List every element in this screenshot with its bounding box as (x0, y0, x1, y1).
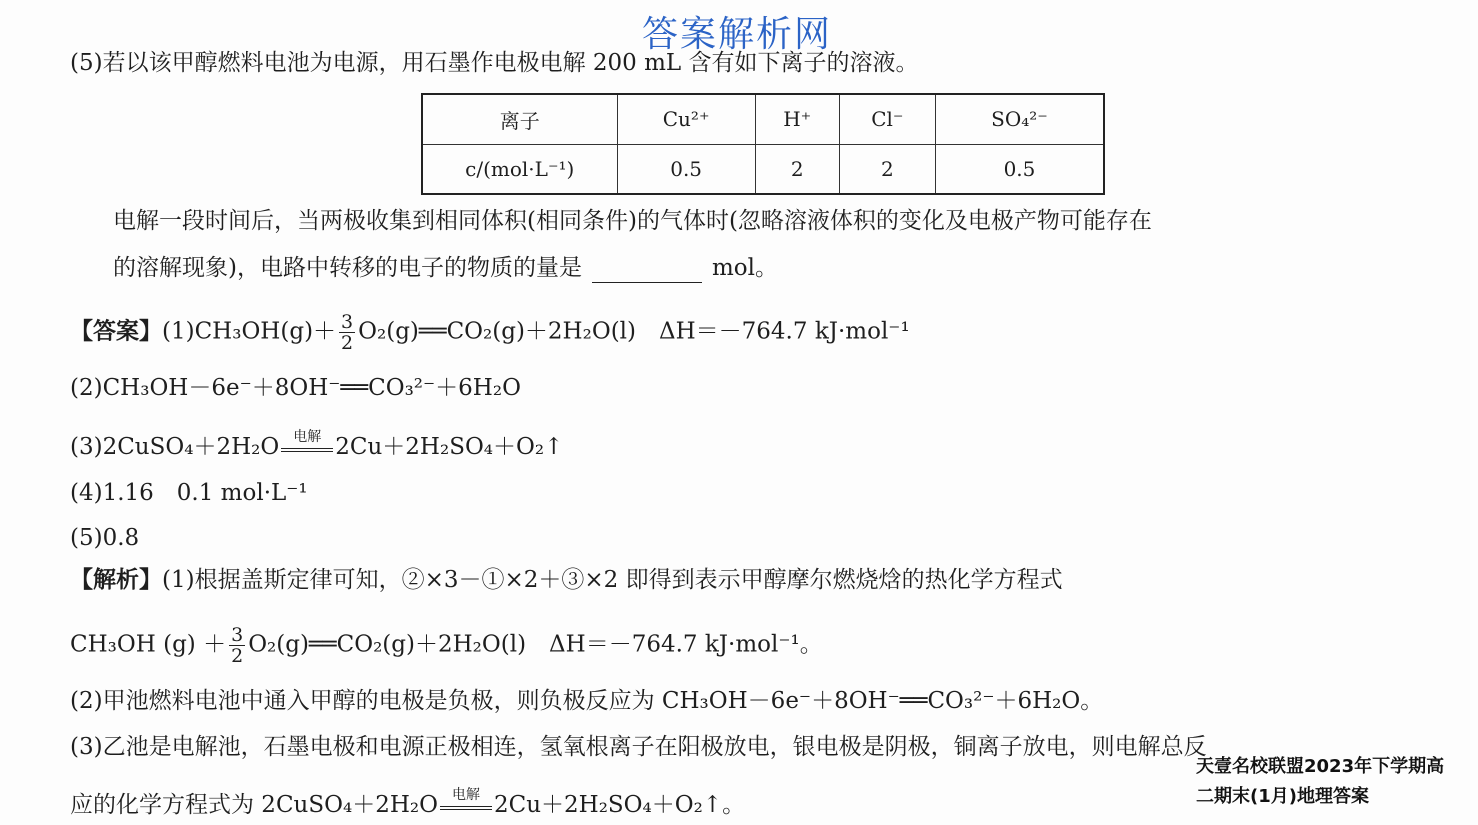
table-header-cell: H⁺ (755, 94, 839, 144)
answer-line-3 (70, 429, 564, 462)
answer-1-post: O₂(g)══CO₂(g)＋2H₂O(l) ΔH＝－764.7 kJ·mol⁻¹ (358, 318, 910, 345)
table-header-cell: SO₄²⁻ (935, 94, 1104, 144)
answer-blank (592, 259, 702, 283)
fraction-numerator: 3 (341, 311, 354, 333)
table-row-label: c/(mol·L⁻¹) (422, 144, 617, 194)
analysis-3b-post: 2Cu＋2H₂SO₄＋O₂↑。 (493, 792, 746, 818)
double-line (281, 448, 333, 452)
answer-1-pre: (1)CH₃OH(g)＋ (162, 318, 337, 345)
answer-label: 【答案】 (70, 317, 162, 345)
double-line (440, 806, 492, 810)
q5-text-line2-b: mol。 (711, 255, 778, 281)
fraction-numerator: 3 (231, 624, 244, 646)
electrolysis-arrow (438, 787, 494, 818)
ion-table (421, 93, 1105, 195)
q5-text-line1: 电解一段时间后，当两极收集到相同体积(相同条件)的气体时(忽略溶液体积的变化及电极产物可能存在 (113, 208, 1152, 234)
analysis-line-3: (3)乙池是电解池，石墨电极和电源正极相连，氢氧根离子在阳极放电，银电极是阴极，铜离子放电，则电解总反 (70, 734, 1207, 760)
q5-intro: (5)若以该甲醇燃料电池为电源，用石墨作电极电解 200 mL 含有如下离子的溶液。 (70, 50, 919, 76)
table-cell: 2 (839, 144, 935, 194)
analysis-line-3b (70, 787, 746, 820)
answer-line-5: (5)0.8 (70, 525, 140, 551)
table-row (422, 144, 1104, 194)
table-cell: 2 (755, 144, 839, 194)
footer-line-2: 二期末(1月)地理答案 (1196, 786, 1369, 807)
footer-line-1: 天壹名校联盟2023年下学期高 (1196, 756, 1445, 777)
watermark-title: 答案解析网 (642, 14, 833, 55)
analysis-line-1b (70, 625, 823, 666)
answer-3-pre: (3)2CuSO₄＋2H₂O (70, 434, 280, 460)
footer-caption (1196, 752, 1478, 812)
analysis-line-1 (70, 565, 1063, 595)
table-header-cell: Cl⁻ (839, 94, 935, 144)
fraction-denominator: 2 (231, 645, 244, 667)
electrolysis-label: 电解 (451, 787, 480, 803)
q5-text-line2 (113, 253, 778, 283)
table-cell: 0.5 (935, 144, 1104, 194)
answer-3-post: 2Cu＋2H₂SO₄＋O₂↑ (335, 434, 564, 460)
fraction (229, 625, 245, 666)
analysis-line-2: (2)甲池燃料电池中通入甲醇的电极是负极，则负极反应为 CH₃OH－6e⁻＋8OH⁻══CO₃²⁻＋6H₂O。 (70, 688, 1104, 714)
electrolysis-label: 电解 (293, 429, 322, 445)
answer-line-1 (70, 312, 910, 353)
table-header-cell: 离子 (422, 94, 617, 144)
electrolysis-arrow (279, 429, 335, 460)
analysis-1b-pre: CH₃OH (g) ＋ (70, 631, 227, 658)
analysis-label: 【解析】 (70, 566, 162, 593)
table-header-cell: Cu²⁺ (617, 94, 755, 144)
answer-line-4: (4)1.16 0.1 mol·L⁻¹ (70, 480, 308, 506)
analysis-3b-pre: 应的化学方程式为 2CuSO₄＋2H₂O (70, 792, 438, 818)
table-row (422, 94, 1104, 144)
q5-text-line2-a: 的溶解现象)，电路中转移的电子的物质的量是 (113, 255, 582, 281)
analysis-1: (1)根据盖斯定律可知，②×3－①×2＋③×2 即得到表示甲醇摩尔燃烧焓的热化学方程式 (162, 567, 1063, 593)
analysis-1b-post: O₂(g)══CO₂(g)＋2H₂O(l) ΔH＝－764.7 kJ·mol⁻¹。 (248, 631, 823, 658)
fraction (339, 312, 355, 353)
fraction-denominator: 2 (341, 332, 354, 354)
table-cell: 0.5 (617, 144, 755, 194)
answer-line-2: (2)CH₃OH－6e⁻＋8OH⁻══CO₃²⁻＋6H₂O (70, 375, 521, 401)
